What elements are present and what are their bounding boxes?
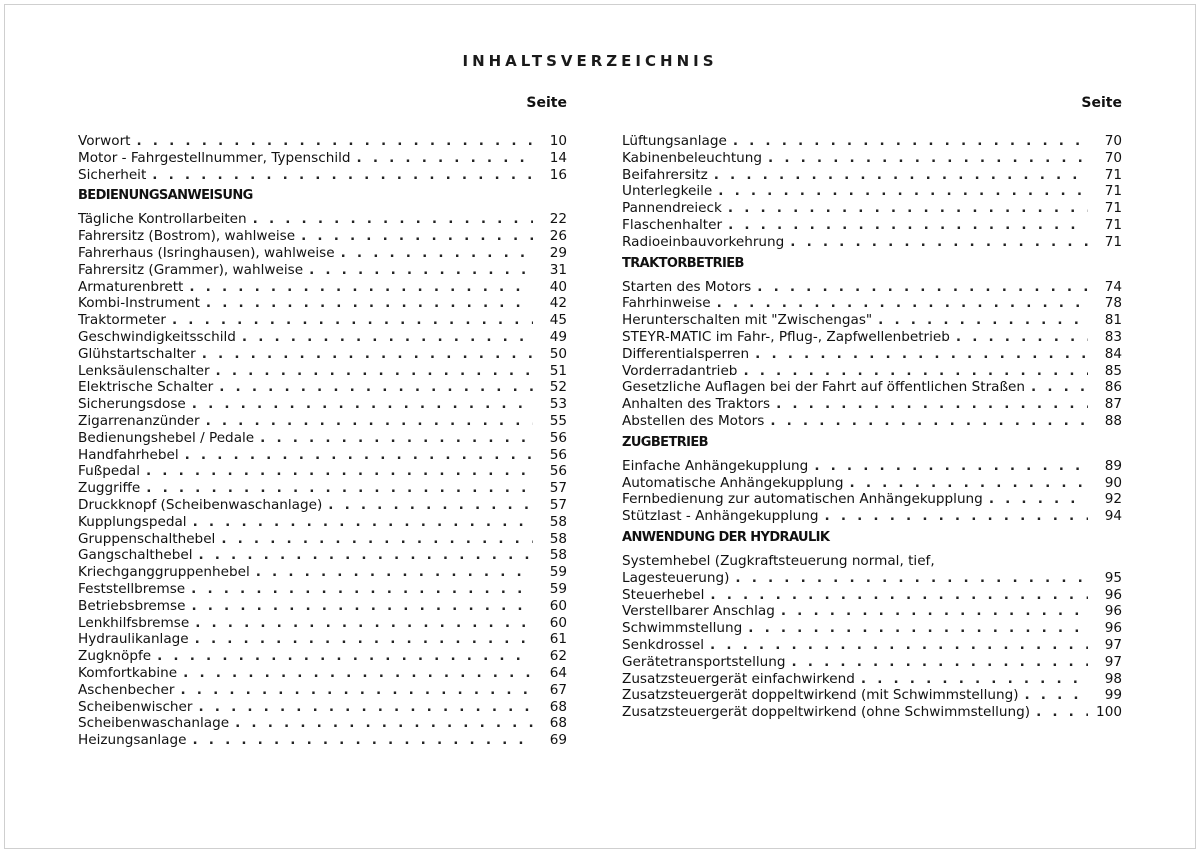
dot-leader [1031,379,1088,396]
dot-leader [206,413,533,430]
dot-leader [776,396,1088,413]
toc-entry-page: 60 [549,614,567,631]
toc-entry [78,211,567,228]
toc-entry [78,312,567,329]
dot-leader [260,430,533,447]
dot-leader [341,245,533,262]
dot-leader [221,531,533,548]
toc-entry-page: 71 [1104,183,1122,200]
toc-entry [622,217,1122,234]
toc-entry [78,615,567,632]
toc-entry [622,363,1122,380]
toc-entry [78,480,567,497]
dot-leader [861,671,1088,688]
dot-leader [733,133,1088,150]
toc-entry [622,150,1122,167]
toc-entry-label: Lenkhilfsbremse [78,614,190,631]
toc-entry-page: 26 [549,228,567,245]
dot-leader [743,363,1088,380]
dot-leader [770,413,1088,430]
toc-entry [78,531,567,548]
page-column-label: Seite [526,95,567,111]
toc-entry [622,133,1122,150]
toc-entry-page: 68 [549,698,567,715]
toc-entry [622,491,1122,508]
dot-leader [301,228,533,245]
toc-entry [78,648,567,665]
toc-entry [78,167,567,184]
toc-entry-label: Systemhebel (Zugkraftsteuerung normal, tief, [622,552,935,569]
toc-entry-page: 69 [549,732,567,749]
toc-entry-label: Kombi-Instrument [78,295,200,312]
toc-entry [78,346,567,363]
toc-entry-label: Unterlegkeile [622,183,713,200]
toc-entry-label: Bedienungshebel / Pedale [78,429,255,446]
toc-entry-label: Pannendreieck [622,200,722,217]
dot-leader [728,217,1088,234]
toc-entry-page: 92 [1104,491,1122,508]
toc-entry-page: 61 [549,631,567,648]
dot-leader [146,480,533,497]
toc-entry-page: 56 [549,429,567,446]
toc-entry-label: Starten des Motors [622,278,752,295]
dot-leader [768,150,1088,167]
toc-entry-label: Zigarrenanzünder [78,412,200,429]
section-heading: ANWENDUNG DER HYDRAULIK [622,529,830,545]
toc-entry-page: 84 [1104,345,1122,362]
toc-right-column [622,93,1122,721]
toc-entry [622,458,1122,475]
toc-entry-label: Zusatzsteuergerät einfachwirkend [622,670,855,687]
dot-leader [718,183,1088,200]
toc-entry-page: 14 [549,149,567,166]
toc-entry [622,704,1122,721]
dot-leader [235,715,533,732]
toc-entry-label: Lüftungsanlage [622,133,727,149]
toc-entry-page: 86 [1104,379,1122,396]
toc-entry-page: 94 [1104,508,1122,525]
toc-entry-label: Gruppenschalthebel [78,530,216,547]
toc-entry-page: 56 [549,446,567,463]
toc-entry-page: 42 [549,295,567,312]
dot-leader [714,167,1088,184]
toc-entry-page: 83 [1104,328,1122,345]
dot-leader [206,295,533,312]
toc-entry [78,133,567,150]
toc-entry-label: Hydraulikanlage [78,631,189,648]
toc-entry-label: Sicherungsdose [78,396,186,413]
toc-list [78,133,567,183]
dot-leader [183,665,533,682]
toc-entry-label: Tägliche Kontrollarbeiten [78,211,247,228]
dot-leader [180,682,533,699]
toc-entry [622,200,1122,217]
toc-entry-label: Steuerhebel [622,586,705,603]
toc-entry [622,603,1122,620]
toc-entry [78,379,567,396]
toc-entry-page: 99 [1104,687,1122,704]
toc-entry [622,570,1122,587]
toc-entry-page: 90 [1104,474,1122,491]
toc-entry [622,475,1122,492]
toc-entry-label: Heizungsanlage [78,732,187,749]
toc-entry [622,637,1122,654]
toc-entry-label: Gerätetransportstellung [622,653,786,670]
toc-list [622,570,1122,721]
toc-entry-label: Fahrersitz (Grammer), wahlweise [78,261,304,278]
dot-leader [198,547,533,564]
toc-entry-page: 50 [549,345,567,362]
toc-entry-page: 98 [1104,670,1122,687]
toc-entry-label: Gangschalthebel [78,547,193,564]
dot-leader [185,447,533,464]
toc-entry-page: 59 [549,580,567,597]
section-heading: TRAKTORBETRIEB [622,255,744,271]
toc-entry-label: Handfahrhebel [78,446,179,463]
toc-left-column [78,93,567,749]
toc-entry-page: 52 [549,379,567,396]
toc-entry [78,430,567,447]
dot-leader [781,603,1088,620]
toc-entry [78,631,567,648]
toc-entry-label: Fußpedal [78,463,140,480]
toc-entry-page: 96 [1104,620,1122,637]
dot-leader [219,379,533,396]
toc-entry [78,228,567,245]
dot-leader [790,234,1088,251]
toc-entry-page: 62 [549,648,567,665]
toc-entry [78,514,567,531]
toc-entry-label: Elektrische Schalter [78,379,214,396]
toc-entry-page: 71 [1104,166,1122,183]
dot-leader [956,329,1088,346]
toc-list [622,458,1122,525]
toc-entry-label: Vorwort [78,133,131,149]
dot-leader [1036,704,1088,721]
toc-entry-label: Gesetzliche Auflagen bei der Fahrt auf öffentlichen Straßen [622,379,1026,396]
toc-entry [78,547,567,564]
toc-entry-page: 60 [549,597,567,614]
dot-leader [755,346,1088,363]
dot-leader [710,587,1088,604]
dot-leader [309,262,533,279]
dot-leader [193,732,534,749]
toc-entry [622,379,1122,396]
toc-entry-page: 74 [1104,278,1122,295]
toc-entry-label: Stützlast - Anhängekupplung [622,508,819,525]
page-column-label: Seite [1081,95,1122,111]
toc-entry-page: 85 [1104,362,1122,379]
toc-entry-label: Sicherheit [78,166,147,183]
toc-entry-page: 81 [1104,312,1122,329]
toc-entry-label: Schwimmstellung [622,620,743,637]
dot-leader [242,329,533,346]
toc-entry-label: Kabinenbeleuchtung [622,149,763,166]
toc-entry-page: 10 [549,133,567,149]
toc-entry-label: Fahrhinweise [622,295,711,312]
toc-entry-page: 56 [549,463,567,480]
toc-entry-page: 51 [549,362,567,379]
dot-leader [878,312,1088,329]
toc-entry-page: 57 [549,496,567,513]
toc-entry-page: 100 [1096,704,1122,721]
toc-entry-page: 64 [549,664,567,681]
toc-entry [622,329,1122,346]
dot-leader [792,654,1088,671]
dot-leader [1025,687,1088,704]
dot-leader [748,620,1088,637]
toc-entry-page: 40 [549,278,567,295]
dot-leader [728,200,1088,217]
toc-entry-label: Zusatzsteuergerät doppeltwirkend (mit Schwimmstellung) [622,687,1019,704]
toc-entry-label: Glühstartschalter [78,345,196,362]
toc-entry-label: Vorderradantrieb [622,362,738,379]
section-heading: BEDIENUNGSANWEISUNG [78,188,253,204]
toc-entry [78,279,567,296]
toc-entry-label: Scheibenwischer [78,698,193,715]
toc-entry-page: 97 [1104,653,1122,670]
dot-leader [191,598,533,615]
toc-entry-label: Automatische Anhängekupplung [622,474,844,491]
toc-entry-label: Flaschenhalter [622,216,723,233]
toc-entry-page: 71 [1104,233,1122,250]
dot-leader [757,279,1088,296]
toc-entry-label: Aschenbecher [78,681,175,698]
dot-leader [256,564,533,581]
toc-entry-page: 58 [549,547,567,564]
dot-leader [253,211,533,228]
dot-leader [157,648,533,665]
dot-leader [199,699,534,716]
toc-entry [622,587,1122,604]
toc-entry-label: Kupplungspedal [78,513,187,530]
toc-entry-page: 68 [549,715,567,732]
toc-entry [78,329,567,346]
dot-leader [195,631,533,648]
toc-entry-page: 67 [549,681,567,698]
toc-entry [622,687,1122,704]
toc-entry-label: Komfortkabine [78,664,178,681]
toc-entry-page: 59 [549,564,567,581]
toc-list [622,279,1122,430]
dot-leader [191,581,533,598]
toc-entry-label: STEYR-MATIC im Fahr-, Pflug-, Zapfwellenbetrieb [622,328,950,345]
dot-leader [989,491,1088,508]
toc-entry-page: 58 [549,530,567,547]
toc-entry-label: Zugknöpfe [78,648,152,665]
toc-entry-page: 71 [1104,216,1122,233]
toc-entry-page: 87 [1104,396,1122,413]
toc-entry-label: Armaturenbrett [78,278,184,295]
toc-entry-page: 16 [549,166,567,183]
toc-entry-page: 29 [549,244,567,261]
toc-entry-page: 95 [1104,569,1122,586]
toc-entry-page: 71 [1104,200,1122,217]
toc-entry-label: Druckknopf (Scheibenwaschanlage) [78,496,323,513]
toc-entry [78,699,567,716]
toc-entry [622,671,1122,688]
toc-entry-page: 70 [1104,149,1122,166]
toc-entry-label: Scheibenwaschanlage [78,715,230,732]
toc-entry-page: 70 [1104,133,1122,149]
toc-entry-label: Zuggriffe [78,480,141,497]
dot-leader [850,475,1088,492]
dot-leader [814,458,1088,475]
toc-entry-label: Fahrerhaus (Isringhausen), wahlweise [78,244,335,261]
dot-leader [192,396,533,413]
dot-leader [193,514,533,531]
toc-entry-label: Beifahrersitz [622,166,708,183]
toc-entry [622,620,1122,637]
toc-entry [622,234,1122,251]
toc-entry-label: Geschwindigkeitsschild [78,328,236,345]
section-heading: ZUGBETRIEB [622,434,708,450]
dot-leader [328,497,533,514]
toc-entry [78,463,567,480]
toc-entry [78,396,567,413]
toc-entry-label: Anhalten des Traktors [622,396,771,413]
toc-entry-label: Feststellbremse [78,580,186,597]
toc-entry-label: Abstellen des Motors [622,412,765,429]
toc-entry-page: 31 [549,261,567,278]
toc-entry-page: 45 [549,312,567,329]
toc-entry [622,279,1122,296]
toc-entry [78,245,567,262]
toc-entry-page: 96 [1104,586,1122,603]
toc-entry-page: 55 [549,412,567,429]
toc-entry-label: Lagesteuerung) [622,569,730,586]
toc-entry-label: Einfache Anhängekupplung [622,457,809,474]
toc-entry-page: 57 [549,480,567,497]
dot-leader [137,133,533,150]
toc-entry [78,715,567,732]
toc-entry-label: Lenksäulenschalter [78,362,210,379]
toc-entry-page: 53 [549,396,567,413]
toc-entry-page: 89 [1104,457,1122,474]
toc-entry [622,508,1122,525]
dot-leader [825,508,1088,525]
toc-entry-page: 22 [549,211,567,228]
toc-entry [622,295,1122,312]
dot-leader [216,363,533,380]
toc-entry-page: 78 [1104,295,1122,312]
toc-entry [78,581,567,598]
toc-entry-label: Zusatzsteuergerät doppeltwirkend (ohne Schwimmstellung) [622,704,1031,721]
toc-entry [78,262,567,279]
toc-entry-label: Senkdrossel [622,636,705,653]
dot-leader [172,312,533,329]
toc-entry-label: Fernbedienung zur automatischen Anhängekupplung [622,491,983,508]
toc-entry [622,346,1122,363]
toc-entry-label: Fahrersitz (Bostrom), wahlweise [78,228,296,245]
toc-entry-label: Radioeinbauvorkehrung [622,233,785,250]
toc-entry [78,665,567,682]
toc-entry [78,295,567,312]
toc-entry [78,598,567,615]
toc-entry-label: Verstellbarer Anschlag [622,603,775,620]
toc-entry [78,682,567,699]
toc-entry [78,447,567,464]
toc-entry [622,183,1122,200]
page-title: INHALTSVERZEICHNIS [462,52,718,70]
toc-entry-page: 58 [549,513,567,530]
toc-entry [78,497,567,514]
toc-entry-label: Betriebsbremse [78,597,186,614]
toc-entry [622,396,1122,413]
toc-entry [78,150,567,167]
toc-entry-label: Herunterschalten mit "Zwischengas" [622,312,873,329]
toc-entry-page: 97 [1104,636,1122,653]
dot-leader [735,570,1088,587]
toc-entry-page: 49 [549,328,567,345]
toc-entry [622,167,1122,184]
dot-leader [146,463,533,480]
toc-entry [622,312,1122,329]
toc-list [78,211,567,749]
dot-leader [202,346,533,363]
toc-entry-page: 96 [1104,603,1122,620]
dot-leader [717,295,1088,312]
dot-leader [357,150,533,167]
toc-entry [78,413,567,430]
toc-entry [78,732,567,749]
toc-entry-page: 88 [1104,412,1122,429]
toc-list [622,133,1122,251]
toc-entry [78,363,567,380]
toc-entry-label: Differentialsperren [622,345,750,362]
toc-entry-label: Kriechganggruppenhebel [78,564,250,581]
toc-entry [622,654,1122,671]
dot-leader [152,167,533,184]
dot-leader [710,637,1088,654]
toc-entry [622,413,1122,430]
dot-leader [189,279,533,296]
toc-entry-label: Traktormeter [78,312,166,329]
dot-leader [195,615,533,632]
toc-entry-label: Motor - Fahrgestellnummer, Typenschild [78,149,351,166]
toc-entry [78,564,567,581]
